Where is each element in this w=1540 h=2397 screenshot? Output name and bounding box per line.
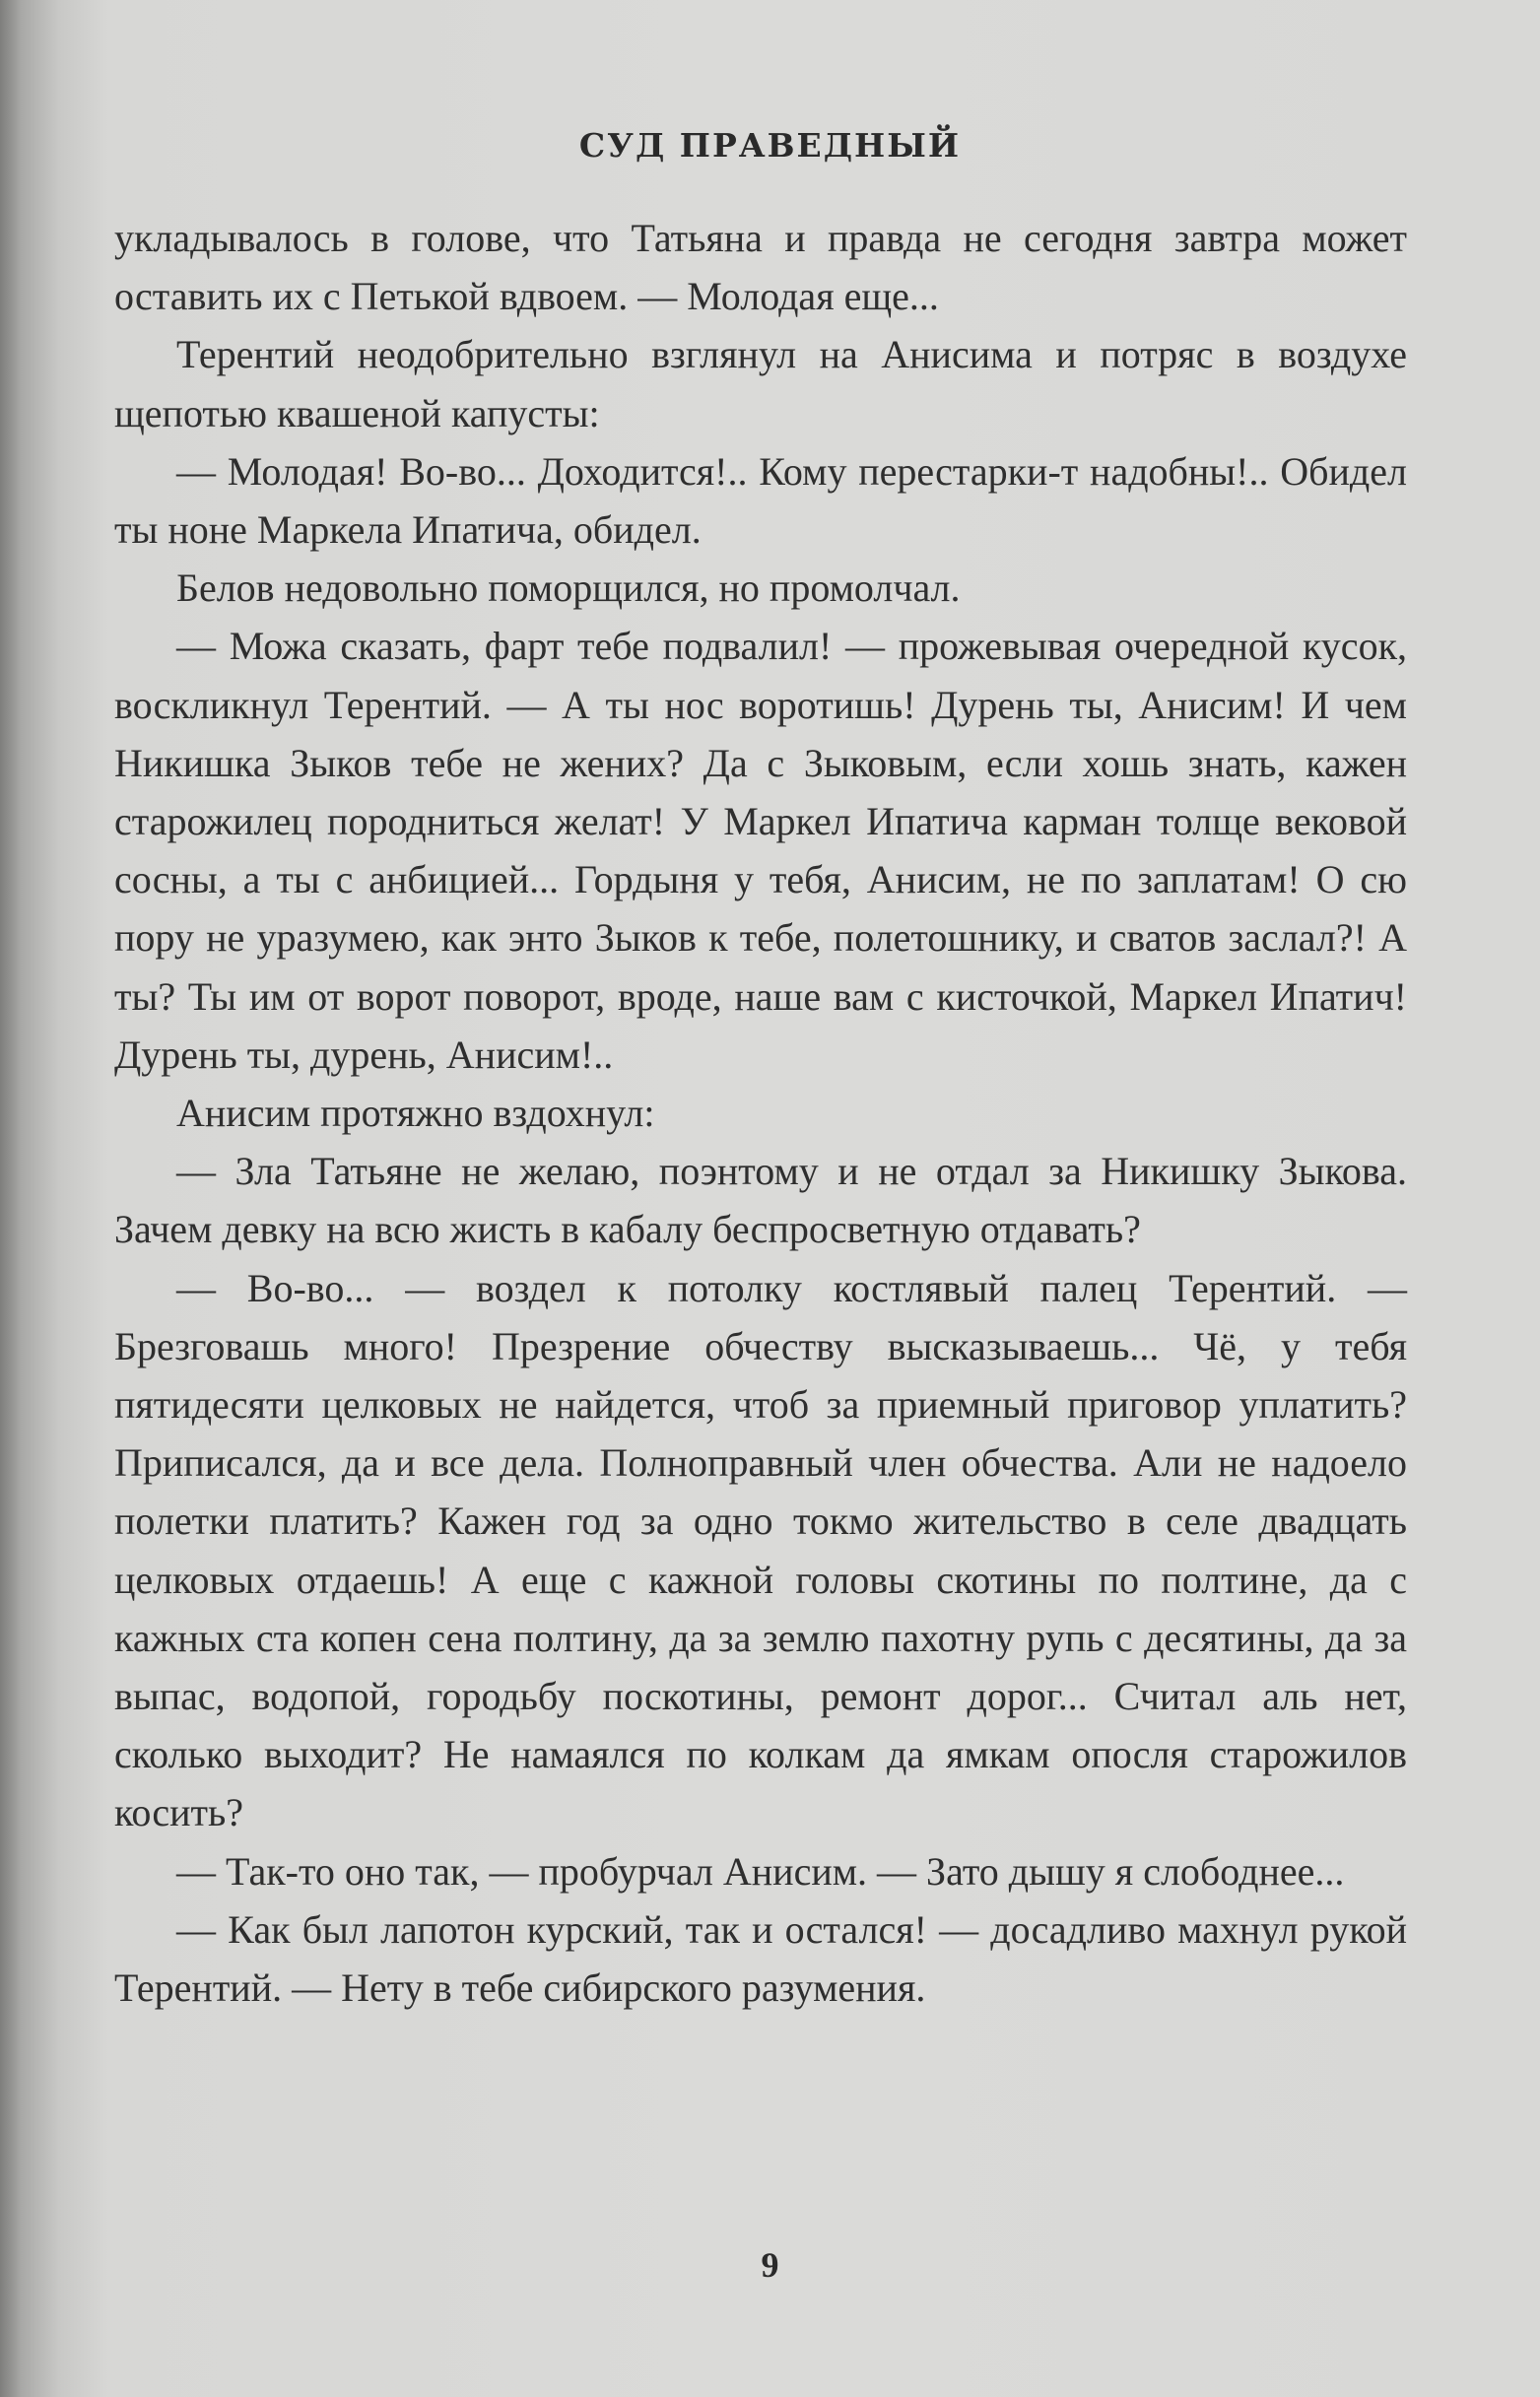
paragraph: — Так-то оно так, — пробурчал Анисим. — Зато дышу я слободнее... (176, 1848, 1345, 1894)
paragraph: — Зла Татьяне не желаю, поэнтому и не отдал за Никишку Зыкова. Зачем девку на всю жисть в кабалу беспросветную отдавать? (114, 1149, 1407, 1252)
paragraph: — Можа сказать, фарт тебе подвалил! — прожевывая очередной кусок, воскликнул Терентий. — А ты нос воротишь! Дурень ты, Анисим! И чем Никишка Зыков тебе не жених? Да с Зыковым, если хошь знать, кажен старожилец породниться желат! У Маркел Ипатича карман толще вековой сосны, а ты с анбицией... Гордыня у тебя, Анисим, не по заплатам! О сю пору не уразумею, как энто Зыков к тебе, полетошнику, и сватов заслал?! А ты? Ты им от ворот поворот, вроде, наше вам с кисточкой, Маркел Ипатич! Дурень ты, дурень, Анисим!.. (114, 624, 1407, 1077)
paragraph: — Во-во... — воздел к потолку костлявый палец Терентий. — Брезговашь много! Презрение обчеству высказываешь... Чё, у тебя пятидесяти целковых не найдется, чтоб за приемный приговор уплатить? Приписался, да и все дела. Полноправный член обчества. Али не надоело полетки платить? Кажен год за одно токмо жительство в селе двадцать целковых отдаешь! А еще с кажной головы скотины по полтине, да с кажных ста копен сена полтину, да за землю пахотну рупь с десятины, да за выпас, водопой, городьбу поскотины, ремонт дорог... Считал аль нет, сколько выходит? Не намаялся по колкам да ямкам опосля старожилов косить? (114, 1265, 1407, 1835)
paragraph: укладывалось в голове, что Татьяна и правда не сегодня завтра может оставить их с Петькой вдвоем. — Молодая еще... (114, 216, 1407, 319)
paragraph: Терентий неодобрительно взглянул на Анисима и потряс в воздухе щепотью квашеной капусты: (114, 332, 1407, 435)
body-text (114, 209, 1407, 2017)
paragraph: Анисим протяжно вздохнул: (176, 1091, 655, 1136)
paragraph: — Молодая! Во-во... Доходится!.. Кому перестарки-т надобны!.. Обидел ты ноне Маркела Ипатича, обидел. (114, 448, 1407, 553)
running-header: СУД ПРАВЕДНЫЙ (578, 126, 962, 165)
paragraph: Белов недовольно поморщился, но промолчал. (176, 566, 961, 611)
paragraph: — Как был лапотон курский, так и остался! — досадливо махнул рукой Терентий. — Нету в тебе сибирского разумения. (114, 1906, 1407, 2011)
page-number: 9 (761, 2245, 779, 2285)
